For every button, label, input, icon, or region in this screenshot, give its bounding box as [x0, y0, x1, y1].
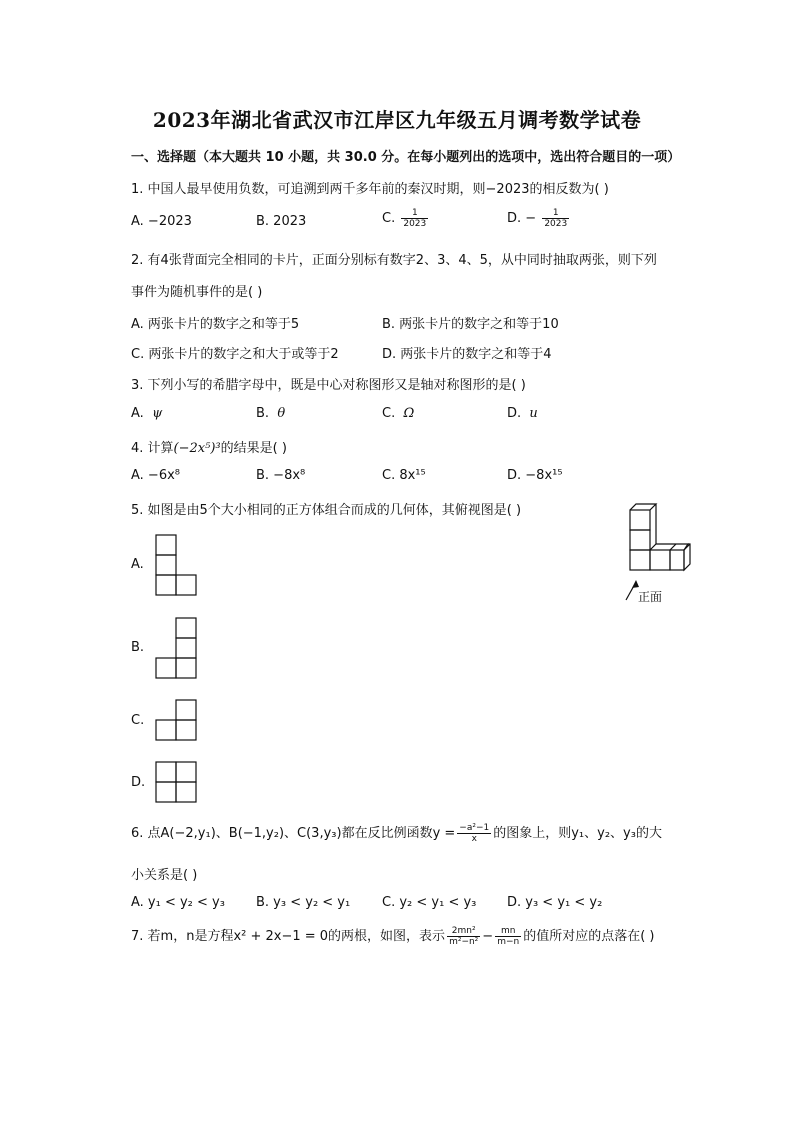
q6-stem-prefix: 6. 点A(−2,y₁)、B(−1,y₂)、C(3,y₃)都在反比例函数y =: [131, 826, 456, 841]
q5-option-d-label: D.: [131, 775, 146, 790]
question-1-stem: 1. 中国人最早使用负数，可追溯到两千多年前的秦汉时期，则−2023的相反数为( ): [131, 182, 609, 197]
section-heading: 一、选择题（本大题共 10 小题，共 30.0 分。在每小题列出的选项中，选出符合题目的一项）: [131, 150, 681, 165]
q3-option-a-label: A.: [131, 406, 144, 421]
question-5-stem: 5. 如图是由5个大小相同的正方体组合而成的几何体，其俯视图是( ): [131, 503, 522, 518]
question-7-stem: [131, 925, 655, 947]
q5-option-a-figure: [155, 534, 199, 598]
fraction-numerator: 1: [401, 208, 428, 219]
q6-option-b: B. y₃ < y₂ < y₁: [256, 895, 351, 910]
q1-option-c: [382, 208, 430, 229]
q5-option-b-label: B.: [131, 640, 145, 655]
question-2-stem-line1: 2. 有4张背面完全相同的卡片，正面分别标有数字2、3、4、5，从中同时抽取两张，则下列: [131, 253, 657, 268]
q6-stem-suffix: 的图象上，则y₁、y₂、y₃的大: [493, 826, 662, 841]
q7-stem-suffix: 的值所对应的点落在( ): [523, 929, 655, 944]
fraction-numerator: 2mn²: [447, 926, 480, 937]
q4-stem-prefix: 4. 计算: [131, 441, 174, 456]
fraction-denominator: m²−n²: [449, 937, 479, 947]
q3-option-b: [256, 406, 285, 421]
question-4-stem: [131, 437, 287, 456]
fraction-denominator: 2023: [403, 219, 427, 229]
q5-option-a-label: A.: [131, 557, 144, 572]
q3-option-d-label: D.: [507, 406, 522, 421]
q3-option-c: [382, 406, 414, 421]
q3-option-c-symbol: Ω: [403, 406, 415, 421]
q7-fraction-1: [447, 926, 480, 947]
q3-option-b-symbol: θ: [277, 406, 286, 421]
question-2-stem-line2: 事件为随机事件的是( ): [131, 285, 263, 300]
q1-option-c-label: C.: [382, 211, 396, 226]
q4-option-c: C. 8x¹⁵: [382, 468, 426, 483]
q3-option-b-label: B.: [256, 406, 270, 421]
q5-option-c-figure: [155, 699, 199, 743]
question-6-stem-line2: 小关系是( ): [131, 868, 198, 883]
q6-option-c: C. y₂ < y₁ < y₃: [382, 895, 477, 910]
fraction-denominator: 2023: [544, 219, 568, 229]
q1-option-d-fraction: [542, 208, 569, 229]
q1-option-b: B. 2023: [256, 214, 307, 229]
fraction-denominator: m−n: [497, 937, 520, 947]
q1-option-d-label: D. −: [507, 211, 537, 226]
q2-option-c: C. 两张卡片的数字之和大于或等于2: [131, 347, 339, 362]
q7-minus-sign: −: [482, 929, 494, 944]
q5-option-b-figure: [155, 617, 199, 681]
q4-stem-expression: (−2x⁵)³: [173, 441, 221, 456]
q3-option-c-label: C.: [382, 406, 396, 421]
q3-option-a: [131, 406, 162, 421]
question-3-stem: 3. 下列小写的希腊字母中，既是中心对称图形又是轴对称图形的是( ): [131, 378, 526, 393]
q3-option-d: [507, 406, 538, 421]
q6-function-fraction: [457, 823, 491, 844]
q1-option-c-fraction: [401, 208, 428, 229]
q6-option-d: D. y₃ < y₁ < y₂: [507, 895, 603, 910]
q1-option-a: A. −2023: [131, 214, 192, 229]
q2-option-d: D. 两张卡片的数字之和等于4: [382, 347, 552, 362]
fraction-numerator: −a²−1: [459, 823, 490, 833]
q4-option-b: B. −8x⁸: [256, 468, 306, 483]
fraction-numerator: 1: [542, 208, 569, 219]
q4-stem-suffix: 的结果是( ): [220, 441, 287, 456]
q7-stem-prefix: 7. 若m，n是方程x² + 2x−1 = 0的两根，如图，表示: [131, 929, 446, 944]
fraction-denominator: x: [471, 834, 477, 844]
fraction-numerator: mn: [495, 926, 521, 937]
q4-option-d: D. −8x¹⁵: [507, 468, 563, 483]
question-6-stem-line1: [131, 822, 662, 844]
q3-option-d-symbol: u: [529, 406, 538, 421]
q5-option-d-figure: [155, 761, 199, 805]
q3-option-a-symbol: ψ: [152, 406, 163, 421]
q7-fraction-2: [495, 926, 521, 947]
q6-option-a: A. y₁ < y₂ < y₃: [131, 895, 225, 910]
q2-option-b: B. 两张卡片的数字之和等于10: [382, 317, 559, 332]
page-title: 2023年湖北省武汉市江岸区九年级五月调考数学试卷: [152, 108, 642, 132]
front-view-label: 正面: [638, 590, 663, 604]
q5-option-c-label: C.: [131, 713, 145, 728]
q2-option-a: A. 两张卡片的数字之和等于5: [131, 317, 300, 332]
q1-option-d: [507, 208, 571, 229]
q4-option-a: A. −6x⁸: [131, 468, 180, 483]
